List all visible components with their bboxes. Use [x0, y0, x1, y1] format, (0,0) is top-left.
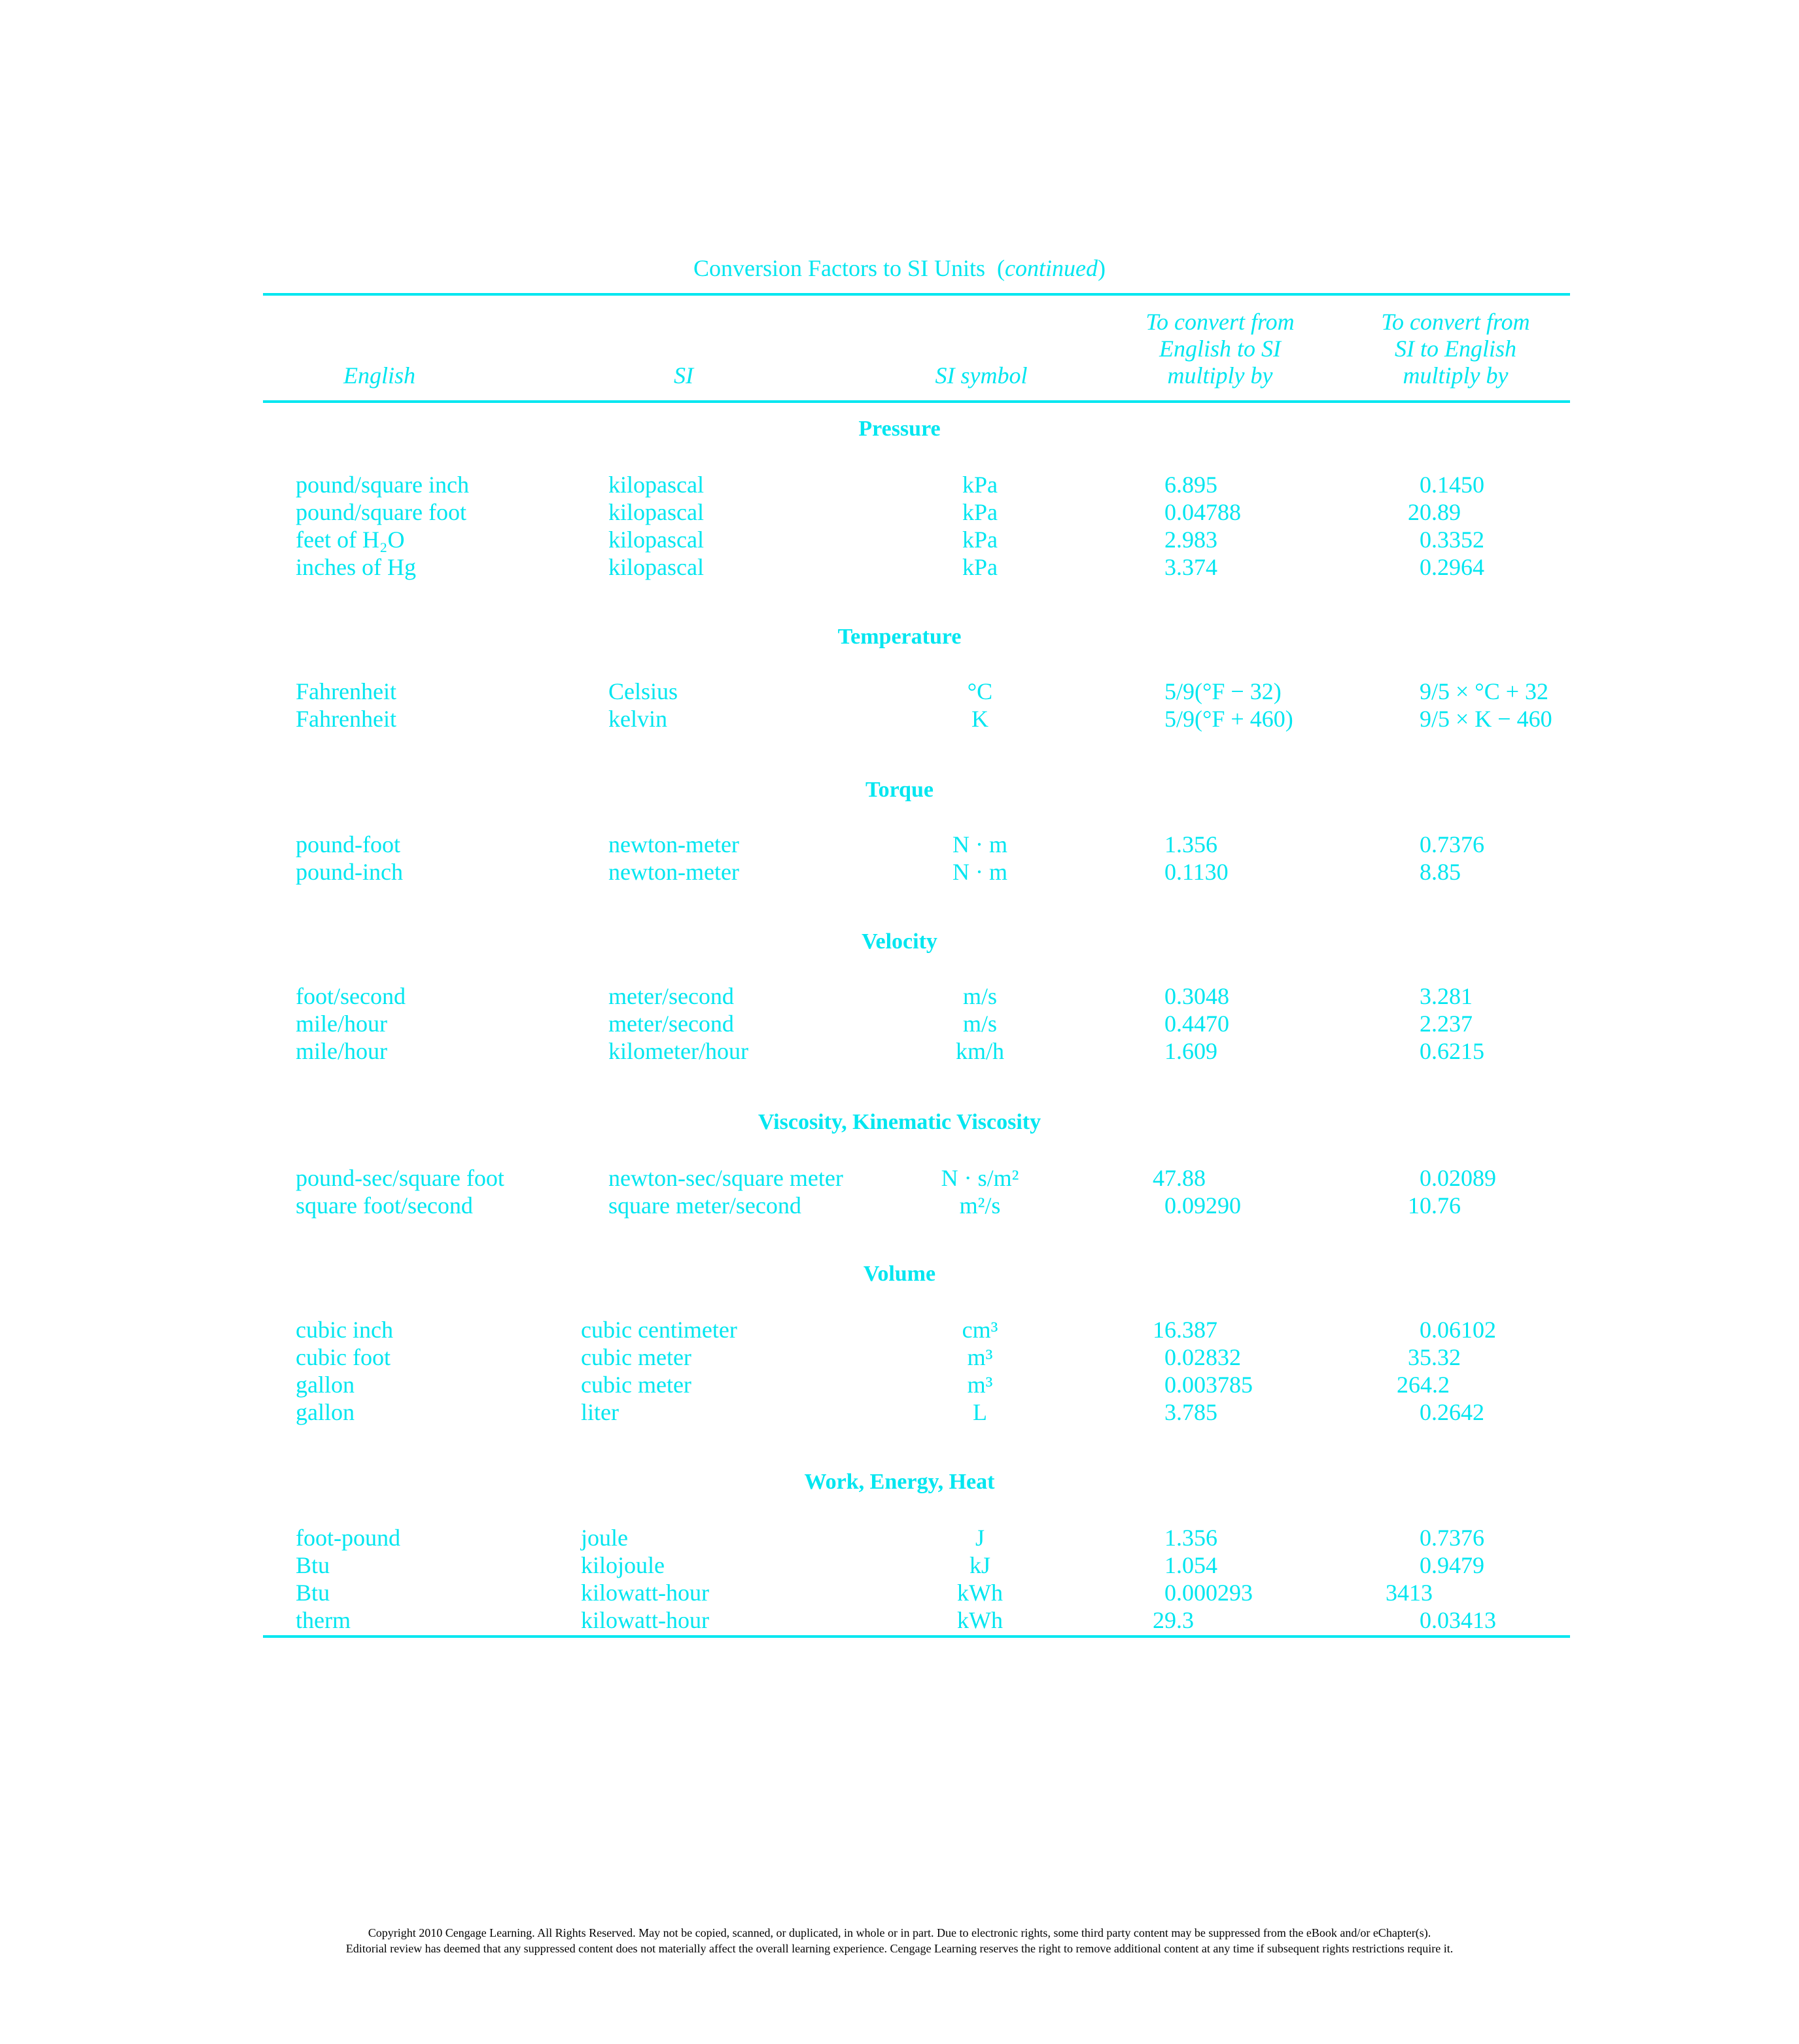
- cell-to-english-factor: 0.7376: [1420, 1525, 1484, 1551]
- cell-to-si-factor: 3.374: [1164, 554, 1217, 580]
- cell-to-si-factor: 0.04788: [1164, 499, 1241, 525]
- cell-english-unit: inches of Hg: [296, 554, 416, 580]
- table-title-text: Conversion Factors to SI Units: [693, 255, 986, 281]
- cell-si-symbol: kWh: [957, 1580, 1003, 1606]
- cell-si-unit: kilopascal: [608, 527, 704, 553]
- cell-to-si-factor: 6.895: [1164, 472, 1217, 498]
- cell-si-symbol: N · m: [952, 831, 1007, 857]
- cell-si-unit: cubic meter: [581, 1372, 691, 1398]
- cell-si-unit: kelvin: [608, 706, 667, 732]
- cell-to-english-factor: 9/5 × °C + 32: [1420, 678, 1549, 704]
- cell-to-english-factor: 35.32: [1408, 1344, 1461, 1370]
- cell-to-si-factor: 0.1130: [1164, 859, 1229, 885]
- bottom-rule: [263, 1635, 1570, 1638]
- cell-si-symbol: N · s/m²: [941, 1165, 1019, 1191]
- cell-english-unit: cubic inch: [296, 1317, 393, 1343]
- cell-english-unit: Btu: [296, 1580, 330, 1606]
- cell-english-unit: Fahrenheit: [296, 706, 396, 732]
- cell-si-symbol: cm³: [962, 1317, 998, 1343]
- cell-english-unit: mile/hour: [296, 1011, 387, 1037]
- cell-english-unit: foot-pound: [296, 1525, 400, 1551]
- cell-english-unit: Fahrenheit: [296, 678, 396, 704]
- cell-to-si-factor: 3.785: [1164, 1399, 1217, 1425]
- cell-to-english-factor: 0.6215: [1420, 1038, 1484, 1064]
- cell-to-si-factor: 16.387: [1153, 1317, 1217, 1343]
- cell-to-english-factor: 0.7376: [1420, 831, 1484, 857]
- cell-si-symbol: kWh: [957, 1607, 1003, 1633]
- cell-si-unit: newton-meter: [608, 831, 739, 857]
- cell-to-si-factor: 0.09290: [1164, 1192, 1241, 1219]
- header-rule: [263, 400, 1570, 403]
- section-title: Torque: [865, 778, 934, 802]
- cell-si-symbol: N · m: [952, 859, 1007, 885]
- header-to-english: [1348, 309, 1563, 389]
- cell-si-symbol: kPa: [962, 499, 998, 525]
- cell-english-unit: pound-inch: [296, 859, 403, 885]
- cell-to-si-factor: 0.003785: [1164, 1372, 1253, 1398]
- cell-si-unit: kilopascal: [608, 472, 704, 498]
- cell-si-symbol: L: [973, 1399, 987, 1425]
- cell-to-english-factor: 8.85: [1420, 859, 1461, 885]
- cell-si-symbol: m³: [967, 1344, 993, 1370]
- cell-si-unit: square meter/second: [608, 1192, 801, 1219]
- header-to-si-line: multiply by: [1167, 362, 1273, 389]
- cell-to-si-factor: 0.02832: [1164, 1344, 1241, 1370]
- cell-english-unit: foot/second: [296, 983, 406, 1009]
- table-title-suffix: continued: [1005, 255, 1098, 281]
- header-to-si-line: English to SI: [1159, 336, 1281, 362]
- section-title: Volume: [863, 1262, 936, 1286]
- section-title: Temperature: [837, 625, 962, 649]
- cell-si-unit: meter/second: [608, 1011, 734, 1037]
- header-english: English: [343, 362, 415, 389]
- header-to-english-line: SI to English: [1395, 336, 1516, 362]
- cell-english-unit: Btu: [296, 1552, 330, 1578]
- top-rule: [263, 293, 1570, 296]
- cell-to-english-factor: 0.2642: [1420, 1399, 1484, 1425]
- cell-si-unit: meter/second: [608, 983, 734, 1009]
- cell-to-si-factor: 1.054: [1164, 1552, 1217, 1578]
- cell-si-unit: Celsius: [608, 678, 678, 704]
- cell-si-symbol: J: [975, 1525, 985, 1551]
- cell-to-si-factor: 1.609: [1164, 1038, 1217, 1064]
- cell-english-unit: cubic foot: [296, 1344, 391, 1370]
- copyright-line: Editorial review has deemed that any suppressed content does not materially affect the overall learning experience. Cengage Learning reserves the right to remove additional content at any time if subsequent rights restrictions require it.: [345, 1942, 1454, 1955]
- cell-si-unit: kilometer/hour: [608, 1038, 748, 1064]
- cell-to-si-factor: 1.356: [1164, 1525, 1217, 1551]
- cell-si-unit: kilopascal: [608, 499, 704, 525]
- cell-si-unit: joule: [581, 1525, 628, 1551]
- copyright-line: Copyright 2010 Cengage Learning. All Rights Reserved. May not be copied, scanned, or duplicated, in whole or in part. Due to electronic rights, some third party content may be suppressed from the eBook and/or eChapter(s).: [368, 1926, 1431, 1939]
- cell-si-symbol: m/s: [962, 1011, 997, 1037]
- cell-to-english-factor: 0.2964: [1420, 554, 1484, 580]
- cell-si-symbol: K: [971, 706, 988, 732]
- cell-english-unit: pound/square inch: [296, 472, 469, 498]
- cell-english-unit: pound-sec/square foot: [296, 1165, 504, 1191]
- header-to-english-line: To convert from: [1381, 309, 1530, 335]
- cell-si-unit: kilowatt-hour: [581, 1607, 709, 1633]
- cell-english-unit: pound-foot: [296, 831, 400, 857]
- cell-si-unit: cubic meter: [581, 1344, 691, 1370]
- section-title: Viscosity, Kinematic Viscosity: [758, 1110, 1041, 1134]
- header-to-si: [1112, 309, 1328, 389]
- cell-si-symbol: km/h: [955, 1038, 1004, 1064]
- cell-si-unit: kilowatt-hour: [581, 1580, 709, 1606]
- cell-to-english-factor: 0.02089: [1420, 1165, 1496, 1191]
- header-si-symbol: SI symbol: [935, 362, 1028, 389]
- cell-to-si-factor: 0.3048: [1164, 983, 1229, 1009]
- section-title: Pressure: [858, 417, 941, 441]
- table-title: Conversion Factors to SI Units (continued): [693, 255, 1106, 281]
- cell-si-symbol: °C: [967, 678, 993, 704]
- cell-to-english-factor: 0.9479: [1420, 1552, 1484, 1578]
- cell-to-english-factor: 0.03413: [1420, 1607, 1496, 1633]
- cell-to-english-factor: 3.281: [1420, 983, 1473, 1009]
- cell-si-unit: cubic centimeter: [581, 1317, 737, 1343]
- cell-to-si-factor: 5/9(°F + 460): [1164, 706, 1293, 732]
- cell-to-english-factor: 0.1450: [1420, 472, 1484, 498]
- cell-si-unit: newton-meter: [608, 859, 739, 885]
- cell-si-unit: kilopascal: [608, 554, 704, 580]
- cell-si-symbol: m²/s: [959, 1192, 1001, 1219]
- cell-to-si-factor: 5/9(°F − 32): [1164, 678, 1282, 704]
- header-to-si-line: To convert from: [1145, 309, 1295, 335]
- cell-english-unit: feet of H₂O: [296, 527, 405, 553]
- cell-si-unit: newton-sec/square meter: [608, 1165, 843, 1191]
- cell-english-unit: pound/square foot: [296, 499, 466, 525]
- cell-english-unit: gallon: [296, 1399, 355, 1425]
- cell-si-symbol: m³: [967, 1372, 993, 1398]
- cell-si-symbol: kJ: [969, 1552, 990, 1578]
- cell-to-english-factor: 3413: [1386, 1580, 1433, 1606]
- cell-to-english-factor: 9/5 × K − 460: [1420, 706, 1552, 732]
- section-title: Work, Energy, Heat: [804, 1470, 995, 1494]
- cell-si-symbol: m/s: [962, 983, 997, 1009]
- cell-to-si-factor: 1.356: [1164, 831, 1217, 857]
- cell-to-si-factor: 29.3: [1153, 1607, 1194, 1633]
- cell-to-english-factor: 264.2: [1397, 1372, 1450, 1398]
- cell-si-symbol: kPa: [962, 527, 998, 553]
- cell-english-unit: mile/hour: [296, 1038, 387, 1064]
- header-si: SI: [674, 362, 693, 389]
- cell-to-english-factor: 20.89: [1408, 499, 1461, 525]
- cell-si-symbol: kPa: [962, 472, 998, 498]
- cell-si-symbol: kPa: [962, 554, 998, 580]
- cell-to-si-factor: 47.88: [1153, 1165, 1206, 1191]
- cell-english-unit: therm: [296, 1607, 351, 1633]
- cell-english-unit: square foot/second: [296, 1192, 473, 1219]
- cell-si-unit: kilojoule: [581, 1552, 665, 1578]
- cell-to-si-factor: 2.983: [1164, 527, 1217, 553]
- cell-to-english-factor: 0.06102: [1420, 1317, 1496, 1343]
- cell-to-si-factor: 0.4470: [1164, 1011, 1229, 1037]
- cell-si-unit: liter: [581, 1399, 619, 1425]
- cell-to-si-factor: 0.000293: [1164, 1580, 1253, 1606]
- cell-to-english-factor: 10.76: [1408, 1192, 1461, 1219]
- cell-english-unit: gallon: [296, 1372, 355, 1398]
- header-to-english-line: multiply by: [1403, 362, 1509, 389]
- cell-to-english-factor: 2.237: [1420, 1011, 1473, 1037]
- section-title: Velocity: [862, 929, 937, 954]
- cell-to-english-factor: 0.3352: [1420, 527, 1484, 553]
